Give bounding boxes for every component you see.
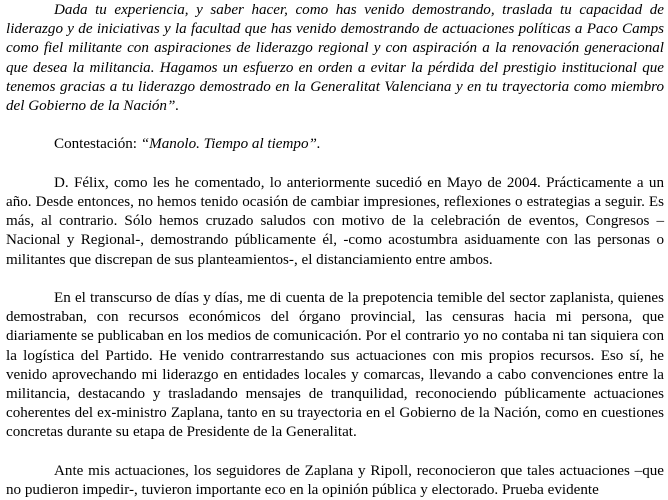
answer-quote: “Manolo. Tiempo al tiempo”. (140, 136, 321, 153)
quoted-paragraph: Dada tu experiencia, y saber hacer, como has venido demostrando, traslada tu capacidad de liderazgo y de iniciativas y la facultad que has venido demostrando de actuaciones políticas a Paco Camps como fiel militante con aspiraciones de liderazgo regional y con aspiración a la renovación generacional que desea la militancia. Hagamos un esfuerzo en orden a evitar la pérdida del prestigio institucional que tenemos gracias a tu liderazgo demostrado en la Generalitat Valenciana y en tu trayectoria como miembro del Gobierno de la Nación”. (6, 2, 664, 115)
body-paragraph: Ante mis actuaciones, los seguidores de Zaplana y Ripoll, reconocieron que tales actuaciones –que no pudieron impedir-, tuvieron importante eco en la opinión pública y electorado. Prueba evidente (6, 462, 664, 499)
document-page (6, 1, 664, 500)
answer-paragraph (6, 135, 664, 154)
body-paragraph: D. Félix, como les he comentado, lo anteriormente sucedió en Mayo de 2004. Prácticamente a un año. Desde entonces, no hemos tenido ocasión de cambiar impresiones, reflexiones o estrategias a seguir. Es más, al contrario. Sólo hemos cruzado saludos con motivo de la celebración de eventos, Congresos –Nacional y Regional-, demostrando públicamente él, -como acostumbra asiduamente con las personas o militantes que discrepan de sus planteamientos-, el distanciamiento entre ambos. (6, 174, 664, 268)
body-paragraph: En el transcurso de días y días, me di cuenta de la prepotencia temible del sector zaplanista, quienes demostraban, con recursos económicos del órgano provincial, las censuras hacia mi persona, que diariamente se publicaban en los medios de comunicación. Por el contrario yo no contaba ni tan siquiera con la logística del Partido. He venido contrarrestando sus actuaciones con mis propios recursos. Eso sí, he venido aprovechando mi liderazgo en entidades locales y comarcas, llevando a cabo convenciones entre la militancia, destacando y trasladando mensajes de tranquilidad, reconociendo públicamente actuaciones coherentes del ex-ministro Zaplana, tanto en su trayectoria en el Gobierno de la Nación, como en cuestiones concretas durante su etapa de Presidente de la Generalitat. (6, 290, 664, 441)
answer-label: Contestación: (54, 136, 141, 153)
